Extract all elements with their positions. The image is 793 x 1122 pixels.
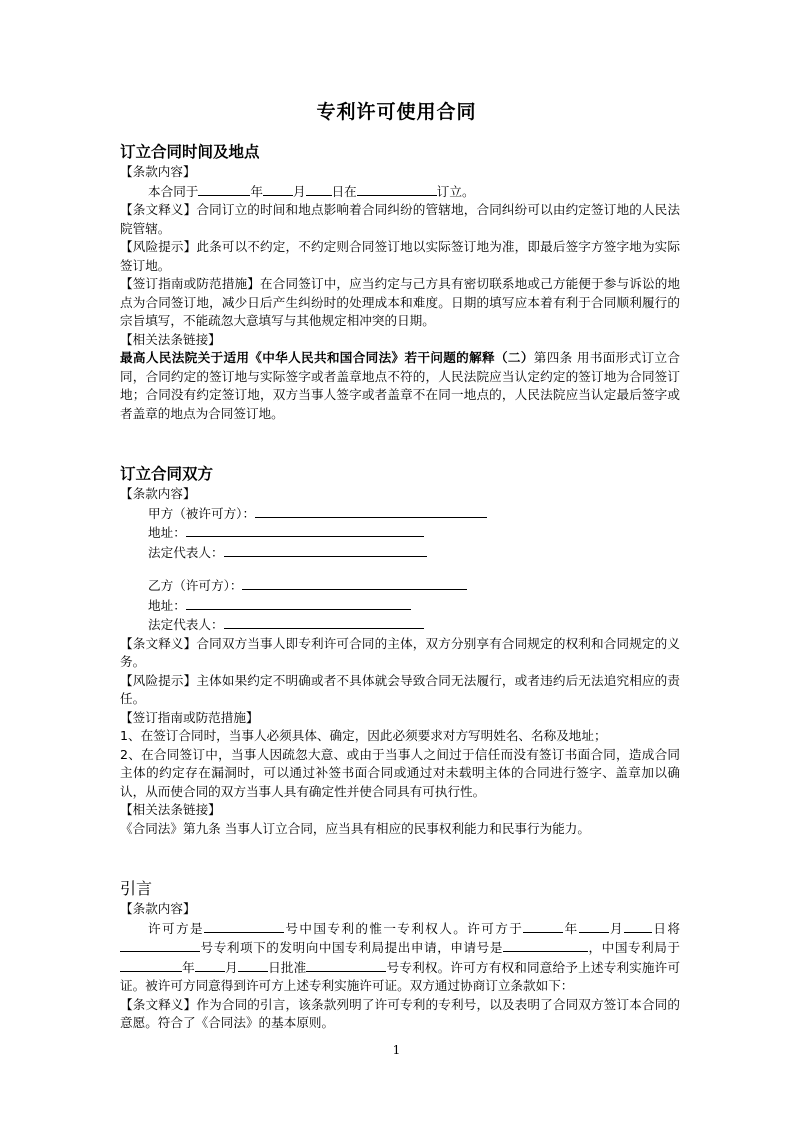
blank-line [224,615,424,629]
text: 合同双方当事人即专利许可合同的主体，双方分别享有合同规定的权利和合同规定的义务。 [120,635,681,669]
paragraph-risk [120,672,680,709]
text: 年 [182,959,195,975]
text: 此条可以不约定，不约定则合同签订地以实际签订地为准，即最后签字方签字地为实际签订地。 [120,239,681,273]
label: 【风险提示】 [120,239,197,254]
blank-line [224,543,427,557]
text: 号专利权。许可方有权和同意给予上述专利实施许可证。被许可方同意得到许可方上述专利实施许可证。双方通过协商订立条款如下： [120,959,681,993]
section-heading-time-place: 订立合同时间及地点 [120,143,260,161]
paragraph-intro-content [120,919,680,996]
guide-label: 【签订指南或防范措施】 [120,709,259,725]
text: 月 [608,920,625,936]
paragraph-interpretation [120,635,680,672]
law-title: 最高人民法院关于适用《中华人民共和国合同法》若干问题的解释（二） [120,350,534,365]
blank-line [357,182,437,196]
blank-line [238,958,268,972]
label: 【条文释义】 [120,202,197,217]
party-b-rep-line [120,615,680,635]
text: 作为合同的引言，该条款列明了许可专利的专利号，以及表明了合同双方签订本合同的意愿。符合了《合同法》的基本原则。 [120,996,681,1030]
text: 月 [292,183,306,199]
text: ，中国专利局于 [587,940,681,955]
blank-line [306,182,332,196]
blank-line [306,958,386,972]
blank-line [523,919,563,933]
blank-line [242,576,467,590]
party-b-line [120,576,680,596]
text: 年 [250,183,263,199]
paragraph-law: 《合同法》第九条 当事人订立合同，应当具有相应的民事权利能力和民事行为能力。 [120,820,590,836]
blank-line [204,919,284,933]
text: 年 [563,920,579,936]
paragraph-law [120,349,680,423]
law-link-label: 【相关法条链接】 [120,802,221,817]
blank-line [263,182,293,196]
document-title: 专利许可使用合同 [316,101,477,123]
label: 【条文释义】 [120,635,197,651]
blank-line [186,523,424,537]
text: 订立。 [436,183,475,199]
guide-item-1: 1、在签订合同时，当事人必须具体、确定，因此必须要求对方写明姓名、名称及地址； [120,728,607,743]
blank-line [120,958,182,972]
label: 【条文释义】 [120,996,197,1012]
text: 法定代表人： [148,544,224,560]
text: 日将 [652,920,680,936]
label: 【签订指南或防范措施】 [120,276,261,291]
text: 主体如果约定不明确或者不具体就会导致合同无法履行，或者违约后无法追究相应的责任。 [120,672,681,706]
party-a-address-line [120,523,680,543]
blank-line [195,958,225,972]
text: 号中国专利的惟一专利权人。许可方于 [283,920,524,936]
blank-line [503,938,588,952]
text: 乙方（许可方）： [148,578,243,593]
paragraph-interpretation [120,201,680,238]
text: 日在 [331,183,357,199]
text: 本合同于 [148,183,199,199]
text: 日批准 [267,959,307,975]
guide-item-2: 2、在合同签订中，当事人因疏忽大意、或由于当事人之间过于信任而没有签订书面合同，造成合同主体的约定存在漏洞时，可以通过补签书面合同或通过对未载明主体的合同进行签字、盖章加以确认，从而使合同的双方当事人具有确定性并使合同具有可执行性。 [120,746,680,799]
law-link-label: 【相关法条链接】 [120,331,221,347]
document-body [120,141,680,1033]
blank-line [255,504,487,518]
clause-content-line [120,182,680,202]
blank-line [198,182,250,196]
text: 月 [224,959,238,975]
paragraph-risk [120,238,680,275]
law-text: 第四条 用书面形式订立合同，合同约定的签订地与实际签字或者盖章地点不符的，人民法院应当认定约定的签订地为合同签订地；合同没有约定签订地，双方当事人签字或者盖章不在同一地点的，人民法院应当认定最后签字或者盖章的地点为合同签订地。 [120,350,680,421]
blank-line [186,596,411,610]
text: 号专利项下的发明向中国专利局提出申请，申请号是 [200,940,503,955]
page-number: 1 [392,1043,401,1057]
text: 法定代表人： [148,617,224,632]
blank-line [120,938,200,952]
label: 【风险提示】 [120,672,197,688]
party-a-rep-line [120,543,680,563]
section-heading-introduction: 引言 [120,879,153,898]
text: 许可方是 [148,920,204,936]
blank-line [579,919,609,933]
text: 合同订立的时间和地点影响着合同纠纷的管辖地，合同纠纷可以由约定签订地的人民法院管辖。 [120,202,681,236]
text: 甲方（被许可方）： [148,505,256,521]
text: 地址： [148,597,186,613]
paragraph-guide [120,275,680,331]
clause-content-label: 【条款内容】 [120,164,196,179]
paragraph-interpretation [120,996,680,1033]
blank-line [624,919,652,933]
section-heading-parties: 订立合同双方 [120,465,214,483]
party-b-address-line [120,596,680,616]
clause-content-label: 【条款内容】 [120,901,196,916]
clause-content-label: 【条款内容】 [120,486,196,501]
text: 地址： [148,525,186,540]
text: 在合同签订中，应当约定与己方具有密切联系地或己方能便于参与诉讼的地点为合同签订地，减少日后产生纠纷时的处理成本和难度。日期的填写应本着有利于合同顺利履行的宗旨填写，不能疏忽大意填写与其他规定相冲突的日期。 [120,276,681,328]
party-a-line [120,504,680,524]
